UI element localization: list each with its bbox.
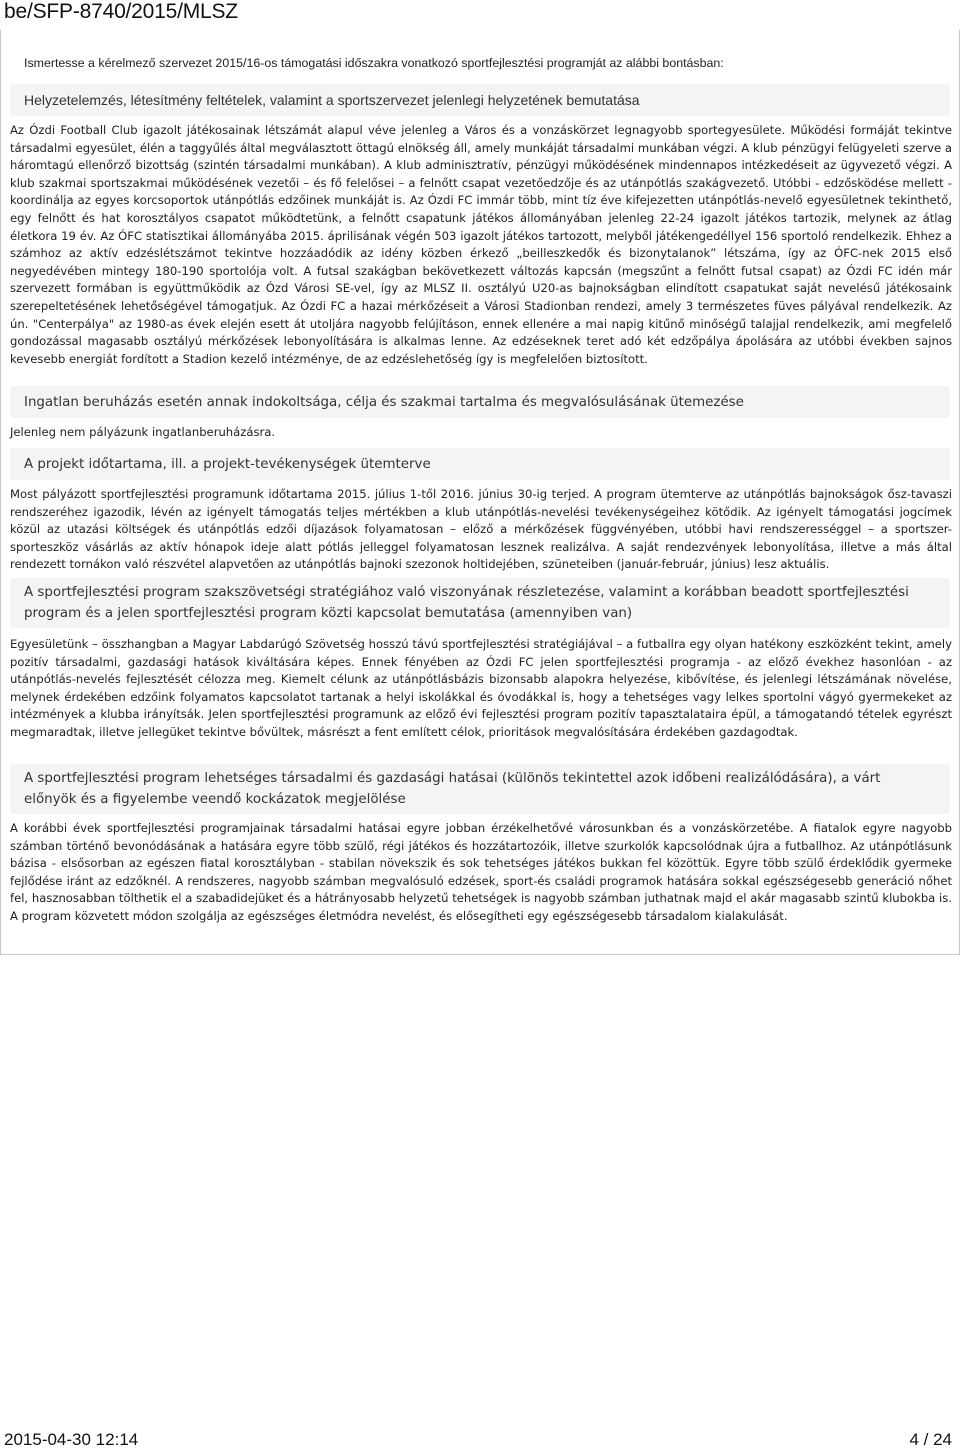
footer-page-number: 4 / 24 — [909, 1430, 952, 1449]
section-title-situation-analysis — [10, 84, 950, 116]
document-id-header: be/SFP-8740/2015/MLSZ — [4, 0, 238, 23]
section-title-federation-strategy — [10, 578, 950, 628]
section-title-text: A projekt időtartama, ill. a projekt-tevékenységek ütemterve — [24, 456, 431, 472]
section-title-real-estate-investment — [10, 386, 950, 418]
footer-datetime: 2015-04-30 12:14 — [4, 1430, 139, 1449]
section-body-project-duration: Most pályázott sportfejlesztési programunk időtartama 2015. július 1-től 2016. június 30-ig terjed. A program ütemterve az utánpótlás bajnokságok ősz-tavaszi rendszeréhez igazodik, lévén az igényelt támogatás teljes mértékben a klub utánpótlás-nevelési tevékenységeihez kötődik. Az igényelt támogatási jogcímek közül az utazási költségek és utánpótlás edzői díjazások folyamatosan – előző a mérkőzések függvényében, utóbbi havi rendszerességgel – a sportszer-sporteszköz vásárlás az aktív hónapok ideje alatt pótlás jelleggel folyamatosan lesznek realizálva. A saját rendezvények lebonyolítása, illetve a más által rendezett tornákon való részvétel alapvetően az utánpótlás bajnoki szezonok holtidejében, szüneteiben (január-február, június) lesz aktuális. — [10, 487, 952, 572]
intro-question: Ismertesse a kérelmező szervezet 2015/16-os támogatási időszakra vonatkozó sportfejlesztési programját az alábbi bontásban: — [24, 56, 724, 70]
section-title-project-duration — [10, 448, 950, 480]
section-title-text: A sportfejlesztési program lehetséges társadalmi és gazdasági hatásai (különös tekintettel azok időbeni realizálódására), a várt előnyök és a figyelembe veendő kockázatok megjelölése — [24, 771, 881, 807]
section-title-text: Ingatlan beruházás esetén annak indokoltsága, célja és szakmai tartalma és megvalósulásának ütemezése — [24, 394, 744, 410]
section-body-situation-analysis: Az Ózdi Football Club igazolt játékosainak létszámát alapul véve jelenleg a Város és a vonzáskörzet legnagyobb sportegyesülete. Működési formáját tekintve társadalmi egyesület, élén a taggyűlés által megválasztott öttagú elnökség áll, amely munkáját társadalmi munkában végzi. A klub pénzügyi felügyeleti szerve a háromtagú ellenőrző bizottság (szintén társadalmi munkában). A klub adminisztratív, pénzügyi működésének mindennapos intézkedéseit az ügyvezető végzi. A klub szakmai sportszakmai működésének vezetői – és fő felelősei – a felnőtt csapat vezetőedzője és az utánpótlás szakágvezető. Utóbbi - edzősködése mellett - koordinálja az egyes korcsoportok utánpótlás edzőinek munkáját is. Az Ózdi FC immár több, mint tíz éve kifejezetten utánpótlás-nevelő egyesületnek tekinthető, egy felnőtt és hat korosztályos csapatot működtetünk, a felnőtt csapatunk játékos állományában jelenleg 22-24 igazolt játékos tartozik, melynek az átlag életkora 19 év. Az ÓFC statisztikai állományába 2015. áprilisának végén 503 igazolt játékos tartozott, melyből játékengedéllyel 156 sportoló rendelkezik. Ehhez a számhoz az aktív edzéslétszámot tekintve hozzáadódik az idény közben érkező „beilleszkedők és bizonytalanok” létszáma, így az ÓFC-nek 2015 első negyedévében mintegy 180-190 sportolója volt. A futsal szakágban bekövetkezett változás kapcsán (megszűnt a felnőtt futsal csapat) az Ózdi FC idén már szervezett formában is együttműködik az Ózd Városi SE-vel, így az MLSZ II. osztályú U20-as bajnokságban elindított csapatukat saját nevelésű játékosaink szerepeltetésének lehetőségével támogatjuk. Az Ózdi FC a hazai mérkőzéseit a Városi Stadionban rendezi, amely 3 természetes füves pályával rendelkezik. Az ún. "Centerpálya" az 1980-as évek elején esett át utoljára nagyobb felújításon, ennek ellenére a mai napig kitűnő minőségű talajjal rendelkezik, ami megfelelő gondozással magasabb osztályú mérkőzések lebonyolítására is alkalmas lenne. Az edzéseknek teret adó két edzőpálya ápolására az utóbbi években sajnos kevesebb energiát fordított a Stadion kezelő intézménye, de az edzéslehetőség így is megfelelően biztosított. — [10, 123, 952, 366]
section-body-federation-strategy: Egyesületünk – összhangban a Magyar Labdarúgó Szövetség hosszú távú sportfejlesztési stratégiájával – a futballra egy olyan hatékony eszközként tekint, amely pozitív társadalmi, gazdasági hatások kiváltására képes. Ennek fényében az Ózdi FC jelen sportfejlesztési programja - az előző évekhez hasonlóan - az utánpótlás-nevelés fejlesztését célozza meg. Kiemelt célunk az utánpótlásbázis bizonsabb alapokra helyezése, kibővítése, és jelenlegi létszámának növelése, melynek érdekében edzőink folyamatos kapcsolatot tartanak a helyi iskolákkal és óvodákkal is, hogy a tehetséges vagy lelkes sportolni vágyó gyermekeket az intézmények a klubba irányítsák. Jelen sportfejlesztési programunk az előző évi fejlesztési program pozitív tapasztalataira épül, a támogatandó tételek egyrészt megmaradtak, illetve jellegüket tekintve bővültek, másrészt a fent említett célok, prioritások megvalósítására érdekében gazdagodtak. — [10, 637, 952, 739]
section-title-social-economic-impact — [10, 764, 950, 814]
section-body-social-economic-impact: A korábbi évek sportfejlesztési programjainak társadalmi hatásai egyre jobban érzékelhetővé városunkban és a vonzáskörzetébe. A fiatalok egyre nagyobb számban történő bevonódásának a hatására egyre több szülő, régi játékos és hozzátartozóik, illetve szurkolók kapcsolódnak újra a futballhoz. Az utánpótlásunk bázisa - elsősorban az egészen fiatal korosztályban - stabilan növekszik és sok tehetséges játékos bukkan fel közöttük. Egyre több szülő érdeklődik gyermeke fejlődése iránt az edzőknél. A rendszeres, nagyobb számban megvalósuló edzések, sport-és családi programok hatására sokkal egészségesebb generáció nőhet fel, hasznosabban tölthetik el a szabadidejüket és a hátrányosabb helyzetű tehetségek is nagyobb számban juthatnak majd el akár magasabb szintű klubokba is. A program közvetett módon szolgálja az egészséges életmódra nevelést, és elősegítheti egy egészségesebb társadalom kialakulását. — [10, 821, 952, 923]
section-body-real-estate-investment: Jelenleg nem pályázunk ingatlanberuházásra. — [10, 425, 276, 439]
section-title-text: A sportfejlesztési program szakszövetségi stratégiához való viszonyának részletezése, valamint a korábban beadott sportfejlesztési program és a jelen sportfejlesztési program közti kapcsolat bemutatása (amennyiben van) — [24, 585, 909, 621]
section-title-text: Helyzetelemzés, létesítmény feltételek, valamint a sportszervezet jelenlegi helyzetének bemutatása — [24, 91, 640, 108]
